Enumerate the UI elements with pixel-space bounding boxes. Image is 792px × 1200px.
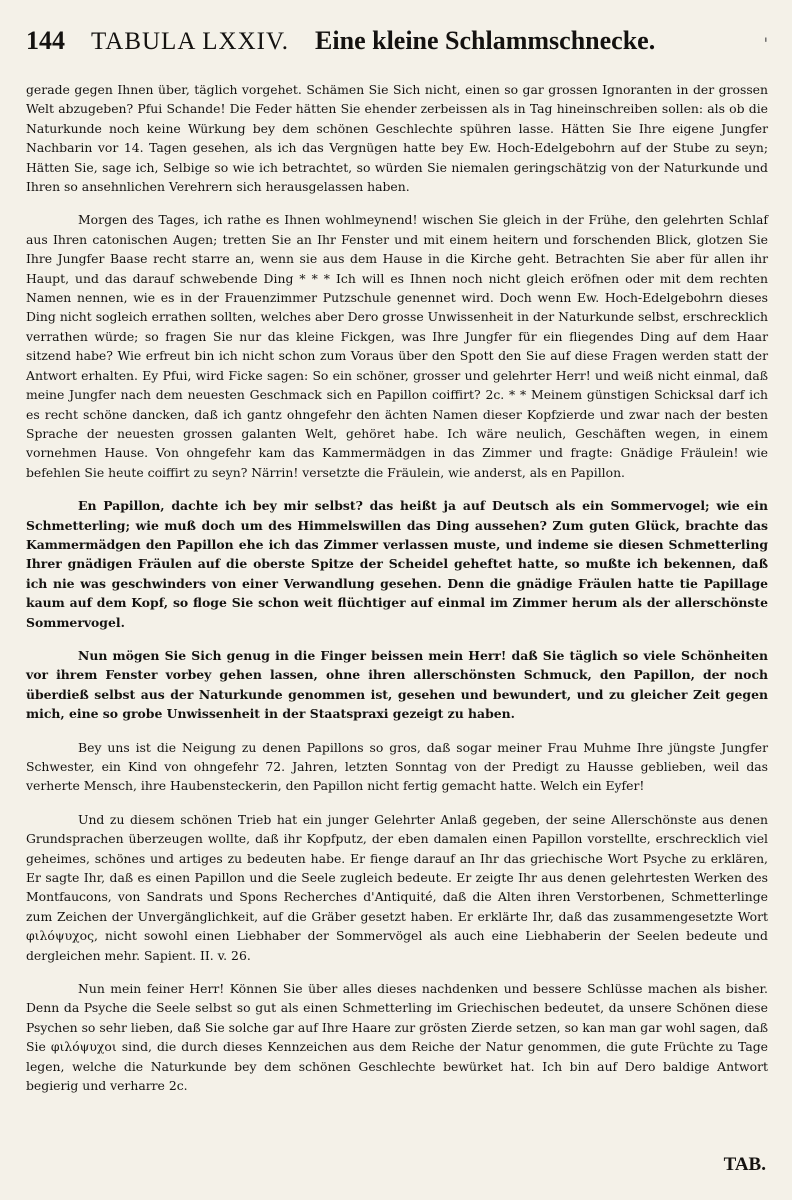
paragraph-4: Nun mögen Sie Sich genug in die Finger beissen mein Herr! daß Sie täglich so viele Schönheiten vor ihrem Fenster vorbey gehen lassen, ohne ihren allerschönsten Schmuck, den Papillon, der noch überdieß selbst aus der Naturkunde genommen ist, gesehen und bewundert, und zu gleicher Zeit gegen mich, eine so grobe Unwissenheit in der Staatspraxi gezeigt zu haben. (26, 647, 768, 722)
paragraph-5: Bey uns ist die Neigung zu denen Papillons so gros, daß sogar meiner Frau Muhme Ihre jüngste Jungfer Schwester, ein Kind von ohngefehr 72. Jahren, letzten Sonntag von der Predigt zu Hausse geblieben, weil das verherte Mensch, ihre Haubensteckerin, den Papillon nicht fertig gemacht hatte. Welch ein Eyfer! (26, 739, 768, 794)
paragraph-7: Nun mein feiner Herr! Können Sie über alles dieses nachdenken und bessere Schlüsse machen als bisher. Denn da Psyche die Seele selbst so gut als einen Schmetterling im Griechischen bedeutet, da unsere Schönen diese Psychen so sehr lieben, daß Sie solche gar auf Ihre Haare zur grösten Zierde setzen, so kan man gar wohl sagen, daß Sie φιλόψυχοι sind, die durch dieses Kennzeichen aus dem Reiche der Natur genommen, die gute Früchte zu Tage legen, welche die Naturkunde bey dem schönen Geschlechte bewürket hat. Ich bin auf Dero baldige Antwort begierig und verharre 2c. (26, 981, 768, 1094)
paragraph-3: En Papillon, dachte ich bey mir selbst? das heißt ja auf Deutsch als ein Sommervogel; wie ein Schmetterling; wie muß doch um des Himmelswillen das Ding aussehen? Zum guten Glück, brachte das Kammermädgen den Papillon ehe ich das Zimmer verlassen muste, und indeme sie diesen Schmetterling Ihrer gnädigen Fräulen auf die oberste Spitze der Scheidel geheftet hatte, so mußte ich bekennen, daß ich nie was geschwinders von einer Verwandlung gesehen. Denn die gnädige Fräulen hatte tie Papillage kaum auf dem Kopf, so floge Sie schon weit flüchtiger auf einmal im Zimmer herum als der allerschönste Sommervogel. (26, 498, 768, 630)
paragraph-1: gerade gegen Ihnen über, täglich vorgehet. Schämen Sie Sich nicht, einen so gar grossen Ignoranten in der grossen Welt abzugeben? Pfui Schande! Die Feder hätten Sie ehender zerbeissen als in Tag hineinschreiben sollen: als ob die Naturkunde noch keine Würkung bey dem schönen Geschlechte spühren lasse. Hätten Sie Ihre eigene Jungfer Nachbarin vor 14. Tagen gesehen, als ich das Vergnügen hatte bey Ew. Hoch-Edelgebohrn auf der Stube zu seyn; Hätten Sie, sage ich, Selbige so wie ich betrachtet, so würden Sie niemalen geringschätzig von der Naturkunde und Ihren so ansehnlichen Verehrern sich herausgelassen haben. (26, 82, 768, 195)
page-title: Eine kleine Schlammschnecke. (315, 26, 656, 55)
plate-label: TABULA LXXIV. (91, 28, 290, 55)
corner-mark: ' (763, 34, 768, 53)
paragraph-2: Morgen des Tages, ich rathe es Ihnen wohlmeynend! wischen Sie gleich in der Frühe, den gelehrten Schlaf aus Ihren catonischen Augen; tretten Sie an Ihr Fenster und mit einem heitern und forschenden Blick, glotzen Sie Ihre Jungfer Baase recht starre an, wenn sie aus dem Hause in die Kirche geht. Betrachten Sie aber für allen ihr Haupt, und das darauf schwebende Ding * * * Ich will es Ihnen noch nicht gleich eröfnen oder mit dem rechten Namen nennen, wie es in der Frauenzimmer Putzschule genennet wird. Doch wenn Ew. Hoch-Edelgebohrn dieses Ding nicht sogleich errathen sollten, welches aber Dero grosse Unwissenheit in der Naturkunde selbst, erschrecklich verrathen würde; so fragen Sie nur das kleine Fickgen, was Ihre Jungfer für ein fliegendes Ding auf dem Haar sitzend habe? Wie erfreut bin ich nicht schon zum Voraus über den Spott den Sie auf diese Fragen werden statt der Antwort erhalten. Ey Pfui, wird Ficke sagen: So ein schöner, grosser und gelehrter Herr! und weiß nicht einmal, daß meine Jungfer nach dem neuesten Geschmack sich en Papillon coiffirt? 2c. * * Meinem günstigen Schicksal darf ich es recht schöne dancken, daß ich gantz ohngefehr den ächten Namen dieser Kopfzierde und zwar nach der besten Sprache der neuesten grossen galanten Welt, gehöret habe. Ich wäre neulich, Geschäften wegen, in einem vornehmen Hause. Von ohngefehr kam das Kammermädgen in das Zimmer und fragte: Gnädige Fräulein! wie befehlen Sie heute coiffirt zu seyn? Närrin! versetzte die Fräulein, wie anderst, als en Papillon. (26, 212, 768, 480)
book-page (26, 26, 768, 1186)
paragraph-6: Und zu diesem schönen Trieb hat ein junger Gelehrter Anlaß gegeben, der seine Allerschönste aus denen Grundsprachen überzeugen wollte, daß ihr Kopfputz, der eben damalen einen Papillon vorstellte, erschrecklich viel geheimes, schönes und artiges zu bedeuten habe. Er fienge darauf an Ihr das griechische Wort Psyche zu erklären, Er sagte Ihr, daß es einen Papillon und die Seele zugleich bedeute. Er zeigte Ihr aus denen gelehrtesten Werken des Montfaucons, von Sandrats und Spons Recherches d'Antiquité, daß die Alten ihren Verstorbenen, Schmetterlinge zum Zeichen der Unvergänglichkeit, auf die Gräber gesetzt haben. Er erklärte Ihr, daß das zusammengesetzte Wort φιλόψυχος, nicht sowohl einen Liebhaber der Sommervögel als auch eine Liebhaberin der Seelen bedeute und dergleichen mehr. Sapient. II. v. 26. (26, 811, 768, 963)
text-body (26, 80, 768, 1096)
catchword: TAB. (723, 1154, 766, 1175)
page-number: 144 (26, 26, 65, 55)
running-header (26, 26, 768, 74)
